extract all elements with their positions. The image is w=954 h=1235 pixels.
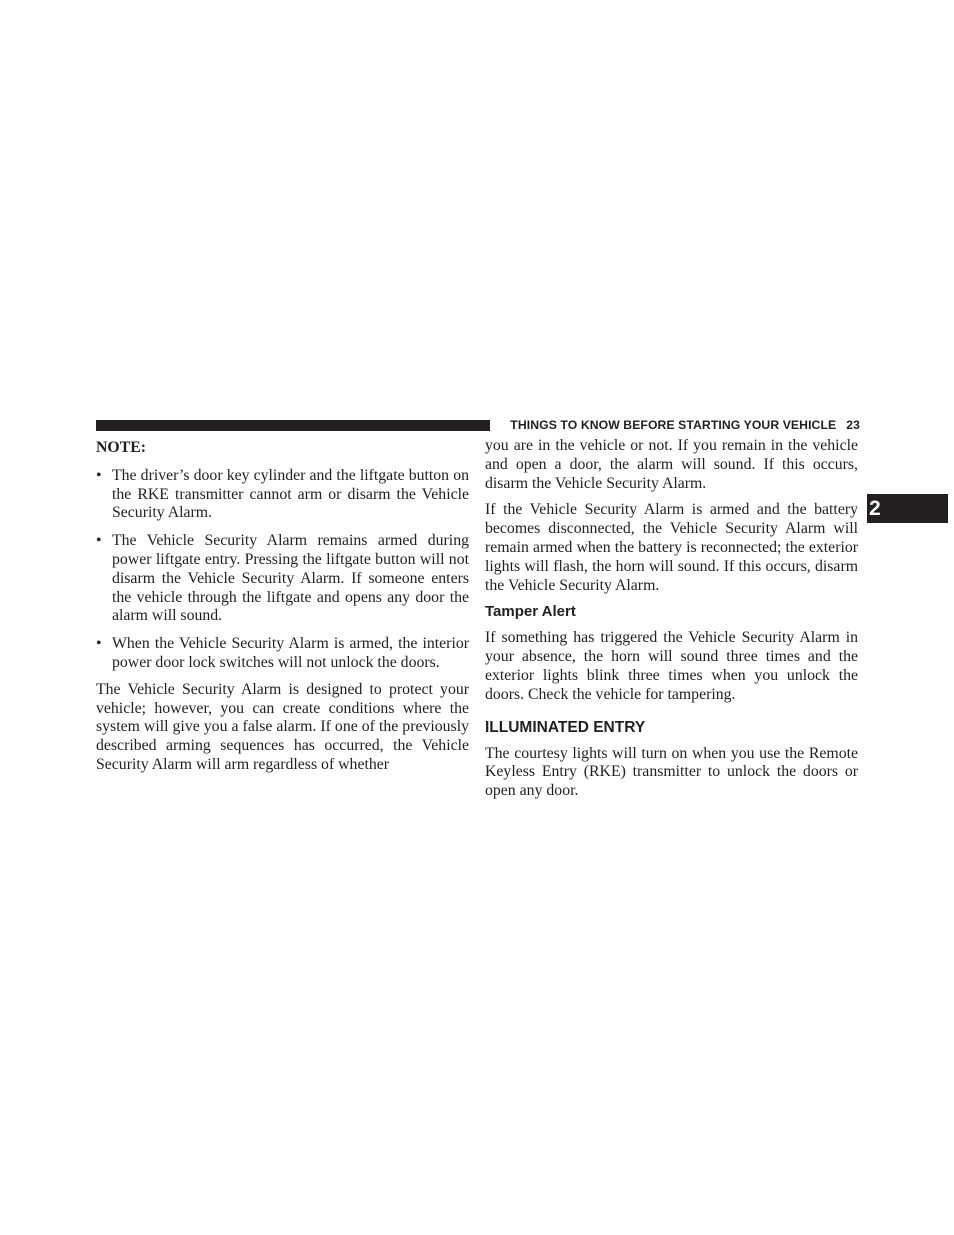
list-item — [96, 635, 469, 673]
list-item — [96, 467, 469, 523]
battery-paragraph: If the Vehicle Security Alarm is armed and the battery becomes disconnected, the Vehicle Security Alarm will remain armed when the battery is reconnected; the exterior lights will flash, the horn will sound. If this occurs, disarm the Vehicle Security Alarm. — [485, 501, 858, 594]
right-column — [485, 437, 858, 801]
chapter-tab: 2 — [867, 494, 948, 523]
page-number: 23 — [846, 418, 860, 432]
note-label: NOTE: — [96, 439, 147, 456]
bullet-marker: • — [96, 635, 102, 653]
bullet-marker: • — [96, 532, 102, 550]
list-item-text: The driver’s door key cylinder and the liftgate button on the RKE transmitter cannot arm or disarm the Vehicle Security Alarm. — [112, 466, 469, 522]
tamper-alert-paragraph: If something has triggered the Vehicle Security Alarm in your absence, the horn will sound three times and the exterior lights blink three times when you unlock the doors. Check the vehicle for tampering. — [485, 629, 858, 703]
left-column — [96, 437, 469, 775]
list-item-text: When the Vehicle Security Alarm is armed, the interior power door lock switches will not unlock the doors. — [112, 635, 469, 671]
tamper-alert-heading: Tamper Alert — [485, 603, 576, 621]
header-rule — [96, 420, 490, 431]
note-list — [96, 467, 469, 673]
body-paragraph: The Vehicle Security Alarm is designed to protect your vehicle; however, you can create conditions where the system will give you a false alarm. If one of the previously described arming sequences has occurred, the Vehicle Security Alarm will arm regardless of whether — [96, 680, 469, 773]
section-title: THINGS TO KNOW BEFORE STARTING YOUR VEHICLE — [510, 418, 837, 432]
bullet-marker: • — [96, 466, 102, 484]
list-item — [96, 532, 469, 626]
list-item-text: The Vehicle Security Alarm remains armed during power liftgate entry. Pressing the liftgate button will not disarm the Vehicle Security Alarm. If someone enters the vehicle through the liftgate and opens any door the alarm will sound. — [112, 532, 469, 625]
continuation-paragraph: you are in the vehicle or not. If you remain in the vehicle and open a door, the alarm will sound. If this occurs, disarm the Vehicle Security Alarm. — [485, 437, 858, 492]
running-header — [498, 417, 860, 433]
illuminated-entry-paragraph: The courtesy lights will turn on when you use the Remote Keyless Entry (RKE) transmitter to unlock the doors or open any door. — [485, 744, 858, 800]
illuminated-entry-heading: ILLUMINATED ENTRY — [485, 718, 646, 736]
